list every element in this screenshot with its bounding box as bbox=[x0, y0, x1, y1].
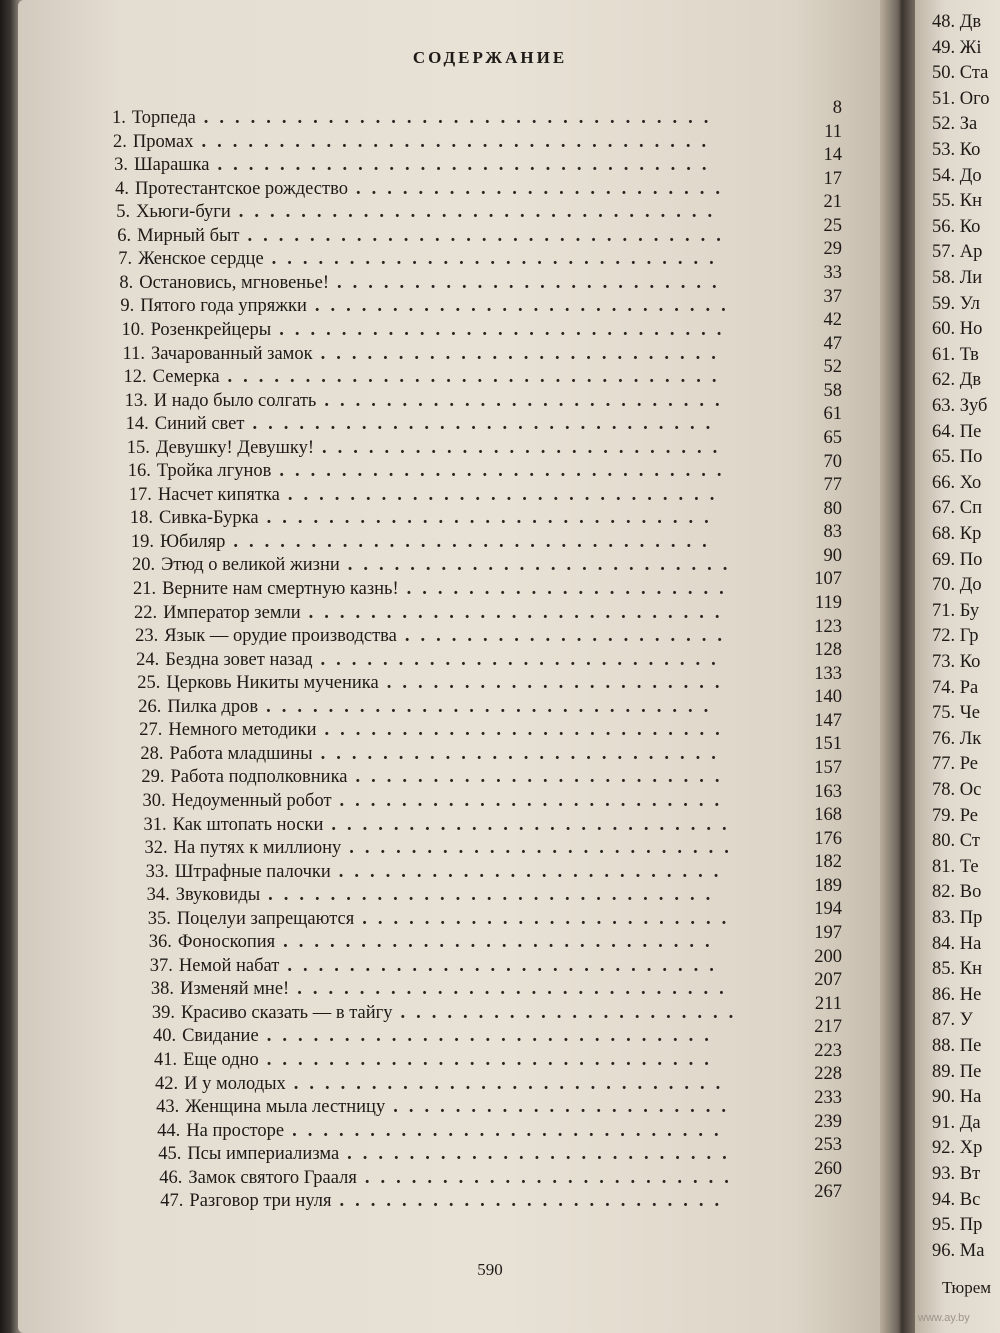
toc-entry-number: 5. bbox=[116, 202, 131, 223]
facing-page-entry: 71. Бу bbox=[932, 600, 980, 621]
toc-entry-title: На просторе bbox=[186, 1120, 285, 1141]
toc-leader-dots: ......................... bbox=[339, 790, 731, 811]
toc-leader-dots: ............................ bbox=[283, 932, 721, 953]
toc-entry-number: 42. bbox=[155, 1073, 179, 1094]
toc-entry-title: Разговор три нуля bbox=[189, 1191, 332, 1212]
toc-leader-dots: ......................... bbox=[339, 1191, 731, 1212]
facing-page-entry: 50. Ста bbox=[932, 63, 989, 84]
toc-entry-number: 1. bbox=[112, 108, 126, 128]
toc-entry bbox=[115, 179, 731, 200]
toc-entry-title: Сивка-Бурка bbox=[158, 508, 259, 529]
toc-entry-title: Насчет кипятка bbox=[157, 484, 280, 505]
toc-entry-title: Женское сердце bbox=[138, 249, 264, 270]
toc-entry bbox=[157, 1121, 729, 1142]
toc-entry-title: Шарашка bbox=[133, 155, 210, 176]
toc-entry-title: Синий свет bbox=[154, 414, 245, 435]
toc-entry bbox=[141, 767, 730, 788]
facing-page-entry: 60. Но bbox=[932, 319, 983, 340]
facing-page-entry: 94. Вс bbox=[932, 1189, 981, 1210]
facing-page-entry: 96. Ма bbox=[932, 1240, 985, 1261]
toc-entry bbox=[148, 909, 738, 930]
toc-entry-number: 33. bbox=[145, 861, 169, 882]
facing-page-entry: 65. По bbox=[932, 447, 983, 468]
toc-entry-number: 11. bbox=[122, 343, 145, 364]
toc-entry-number: 40. bbox=[152, 1026, 177, 1047]
facing-page-entry: 57. Ар bbox=[932, 242, 983, 263]
facing-page-entry: 48. Дв bbox=[932, 12, 982, 32]
facing-page-entry: 52. За bbox=[932, 114, 978, 135]
toc-entry-title: Штрафные палочки bbox=[174, 861, 331, 882]
toc-leader-dots: ............................. bbox=[266, 696, 720, 717]
toc-entry-number: 6. bbox=[117, 225, 132, 246]
toc-entry bbox=[152, 1003, 744, 1024]
toc-entry-title: Еще одно bbox=[183, 1050, 259, 1070]
toc-entry-title: Протестантское рождество bbox=[135, 178, 348, 199]
page-number: 590 bbox=[477, 1260, 503, 1279]
toc-entry-title: Замок святого Грааля bbox=[188, 1167, 357, 1188]
facing-page-entry: 81. Те bbox=[932, 856, 979, 877]
toc-page-number: 37 bbox=[823, 286, 842, 307]
toc-leader-dots: .......................... bbox=[322, 437, 729, 458]
toc-entry-title: Недоуменный робот bbox=[171, 790, 332, 811]
toc-entry-title: Этюд о великой жизни bbox=[161, 555, 340, 576]
facing-page-entry: 58. Ли bbox=[932, 268, 983, 288]
toc-entry-title: Церковь Никиты мученика bbox=[166, 673, 379, 694]
facing-page-entry: 92. Хр bbox=[932, 1138, 983, 1159]
facing-page-entry: 76. Лк bbox=[932, 728, 982, 749]
toc-page-number: 90 bbox=[823, 545, 842, 566]
toc-leader-dots: ................................ bbox=[227, 367, 728, 388]
toc-leader-dots: ................................. bbox=[203, 108, 720, 128]
toc-entry-number: 41. bbox=[154, 1050, 178, 1070]
toc-leader-dots: ............................... bbox=[247, 225, 732, 246]
toc-leader-dots: ............................ bbox=[292, 1120, 730, 1141]
toc-entry-number: 46. bbox=[159, 1167, 183, 1188]
toc-entry-title: Юбиляр bbox=[160, 531, 226, 552]
toc-leader-dots: ............................. bbox=[266, 508, 720, 529]
toc-leader-dots: ..................... bbox=[406, 579, 735, 599]
toc-entry bbox=[121, 320, 732, 341]
toc-page-number: 189 bbox=[814, 875, 842, 896]
toc-entry bbox=[114, 155, 717, 176]
toc-entry-number: 23. bbox=[135, 626, 159, 647]
toc-leader-dots: ......................... bbox=[338, 861, 730, 882]
toc-page-number: 80 bbox=[823, 498, 842, 519]
toc-entry bbox=[146, 862, 730, 883]
toc-leader-dots: ........................... bbox=[308, 602, 731, 623]
toc-entry-title: Работа младшины bbox=[169, 743, 313, 764]
facing-page-entry: 87. У bbox=[932, 1010, 973, 1031]
toc-page-number: 147 bbox=[814, 710, 842, 731]
toc-page-number: 14 bbox=[823, 145, 842, 166]
toc-entry-title: Женщина мыла лестницу bbox=[185, 1097, 386, 1118]
toc-entry-number: 32. bbox=[144, 838, 168, 859]
facing-page-entry: 49. Жі bbox=[932, 37, 982, 58]
toc-page-number: 163 bbox=[814, 781, 842, 802]
toc-entry bbox=[145, 838, 740, 859]
toc-entry-title: Промах bbox=[132, 131, 194, 152]
toc-entry bbox=[137, 673, 730, 694]
toc-page-number: 200 bbox=[814, 946, 842, 967]
toc-entry-title: Как штопать носки bbox=[172, 814, 324, 835]
toc-entry-title: Фоноскопия bbox=[177, 932, 276, 953]
toc-leader-dots: ................................. bbox=[201, 131, 718, 152]
toc-page-number: 70 bbox=[823, 451, 842, 472]
facing-page-entry: 64. Пе bbox=[932, 421, 982, 442]
toc-entry bbox=[132, 555, 738, 576]
toc-entry-number: 7. bbox=[118, 249, 133, 270]
toc-leader-dots: ..................... bbox=[404, 626, 733, 647]
toc-entry bbox=[130, 508, 720, 529]
toc-entry-title: Пилка дров bbox=[167, 696, 259, 717]
toc-page-number: 29 bbox=[823, 239, 842, 260]
toc-leader-dots: .......................... bbox=[324, 390, 731, 411]
facing-page-entry: 61. Тв bbox=[932, 344, 979, 365]
toc-entry-number: 18. bbox=[129, 508, 153, 529]
toc-entry bbox=[113, 132, 717, 153]
toc-page-number: 25 bbox=[823, 215, 842, 236]
toc-leader-dots: ......................... bbox=[337, 272, 728, 293]
toc-leader-dots: ...................... bbox=[393, 1097, 737, 1118]
toc-page-number: 151 bbox=[814, 734, 842, 755]
toc-entry-title: Поцелуи запрещаются bbox=[176, 908, 355, 929]
toc-entry bbox=[144, 815, 738, 836]
toc-entry-title: Бездна зовет назад bbox=[165, 649, 313, 670]
facing-page-entry: 89. Пе bbox=[932, 1061, 982, 1082]
toc-entry-number: 19. bbox=[130, 531, 155, 552]
toc-leader-dots: ............................. bbox=[266, 1050, 720, 1070]
facing-page-entry: 69. По bbox=[932, 549, 983, 570]
toc-entry-title: И у молодых bbox=[184, 1073, 286, 1094]
toc-entry-number: 28. bbox=[140, 743, 164, 764]
toc-page-number: 42 bbox=[823, 310, 842, 331]
toc-leader-dots: .......................... bbox=[324, 720, 731, 741]
toc-entry bbox=[126, 414, 722, 435]
toc-page-number: 8 bbox=[832, 98, 842, 118]
toc-entry bbox=[156, 1097, 737, 1118]
toc-leader-dots: ........................ bbox=[362, 908, 738, 929]
facing-page-entry: 83. Пр bbox=[932, 908, 983, 928]
toc-page-number: 140 bbox=[814, 687, 842, 708]
toc-entry-title: Язык — орудие производства bbox=[164, 626, 397, 647]
toc-entry bbox=[117, 226, 732, 247]
toc-entry-title: Мирный быт bbox=[137, 225, 240, 246]
toc-leader-dots: .......................... bbox=[320, 649, 727, 670]
toc-leader-dots: ............................... bbox=[233, 531, 718, 552]
toc-entry-number: 15. bbox=[126, 437, 150, 458]
facing-page-entry: 67. Сп bbox=[932, 498, 982, 519]
toc-entry-title: На путях к миллиону bbox=[173, 838, 342, 859]
toc-page-number: 211 bbox=[814, 993, 842, 1014]
facing-page-entry: 51. Ого bbox=[932, 88, 990, 109]
toc-entry bbox=[131, 532, 718, 553]
toc-page-number: 61 bbox=[823, 404, 842, 425]
toc-entry bbox=[159, 1168, 740, 1189]
toc-entry-title: Свидание bbox=[182, 1026, 259, 1047]
facing-page-entry: 73. Ко bbox=[932, 652, 981, 672]
facing-page-entry: 84. На bbox=[932, 933, 982, 954]
toc-entry bbox=[154, 1050, 720, 1071]
toc-entry-number: 39. bbox=[151, 1002, 176, 1023]
toc-entry bbox=[139, 720, 730, 741]
toc-entry-number: 17. bbox=[128, 484, 152, 505]
toc-entry-number: 14. bbox=[125, 414, 149, 435]
toc-leader-dots: ................................ bbox=[217, 155, 718, 176]
toc-entry bbox=[128, 461, 733, 482]
facing-page-entry: 93. Вт bbox=[932, 1164, 981, 1184]
facing-page-entry: 72. Гр bbox=[932, 626, 979, 647]
toc-entry-number: 31. bbox=[143, 814, 167, 835]
toc-entry-number: 44. bbox=[157, 1120, 181, 1141]
toc-entry bbox=[112, 108, 719, 129]
toc-entry-number: 35. bbox=[147, 908, 171, 929]
toc-page-number: 11 bbox=[824, 121, 842, 142]
toc-page-number: 239 bbox=[814, 1111, 842, 1132]
toc-entry bbox=[138, 697, 719, 718]
toc-entry-title: Пятого года упряжки bbox=[140, 296, 307, 317]
toc-entry bbox=[119, 273, 727, 294]
toc-entry-number: 36. bbox=[148, 932, 172, 953]
toc-leader-dots: .......................... bbox=[331, 814, 738, 835]
toc-page-number: 119 bbox=[814, 592, 842, 613]
toc-leader-dots: ............................ bbox=[297, 979, 735, 1000]
facing-page-entry: 62. Дв bbox=[932, 370, 982, 391]
toc-entry bbox=[142, 791, 730, 812]
facing-page-entry: 82. Во bbox=[932, 882, 982, 903]
facing-page-entry: 86. Не bbox=[932, 984, 982, 1005]
toc-entry-number: 34. bbox=[146, 885, 170, 906]
facing-page-entry: 90. На bbox=[932, 1087, 982, 1108]
toc-page-number: 207 bbox=[814, 970, 842, 991]
facing-page-entry: 68. Кр bbox=[932, 524, 982, 544]
toc-entry-title: Зачарованный замок bbox=[150, 343, 313, 364]
toc-leader-dots: ............................. bbox=[271, 249, 725, 270]
toc-entry bbox=[129, 485, 726, 506]
toc-leader-dots: .......................... bbox=[320, 343, 727, 364]
toc-entry bbox=[151, 979, 735, 1000]
toc-leader-dots: ........................ bbox=[364, 1167, 740, 1188]
toc-entry-title: Красиво сказать — в тайгу bbox=[181, 1002, 393, 1023]
toc-leader-dots: ......................... bbox=[349, 838, 740, 859]
toc-entry bbox=[133, 579, 735, 600]
toc-entry-number: 45. bbox=[158, 1144, 182, 1165]
toc-page-number: 217 bbox=[814, 1017, 842, 1038]
toc-leader-dots: ............................ bbox=[287, 955, 725, 976]
toc-entry-title: Остановись, мгновенье! bbox=[139, 272, 329, 293]
toc-entry-title: Звуковиды bbox=[175, 885, 261, 906]
toc-page-number: 260 bbox=[814, 1158, 842, 1179]
toc-leader-dots: ............................. bbox=[268, 885, 722, 906]
toc-entry bbox=[118, 249, 725, 270]
toc-entry bbox=[123, 344, 727, 365]
toc-entry-number: 26. bbox=[138, 696, 162, 717]
facing-page-entry: 74. Ра bbox=[932, 677, 979, 698]
toc-leader-dots: ...................... bbox=[400, 1002, 745, 1023]
toc-entry-number: 25. bbox=[137, 673, 161, 694]
toc-page-number: 21 bbox=[823, 192, 842, 213]
toc-entry-number: 27. bbox=[139, 720, 163, 741]
toc-leader-dots: ............................ bbox=[287, 484, 726, 505]
page-title: СОДЕРЖАНИЕ bbox=[412, 48, 568, 67]
toc-page-number: 133 bbox=[814, 663, 842, 684]
toc-entry bbox=[155, 1074, 731, 1095]
facing-page-entry: 54. До bbox=[932, 165, 982, 186]
toc-entry bbox=[124, 367, 728, 388]
facing-page-entry: 78. Ос bbox=[932, 780, 982, 800]
toc-entry-number: 20. bbox=[131, 555, 156, 576]
facing-page-entry: 95. Пр bbox=[932, 1215, 983, 1236]
toc-page-number: 157 bbox=[814, 757, 842, 778]
toc-page-number: 168 bbox=[814, 805, 842, 826]
toc-entry bbox=[158, 1144, 738, 1165]
toc-entry-number: 16. bbox=[127, 461, 151, 482]
toc-entry-title: Тройка лгунов bbox=[156, 461, 272, 482]
toc-page-number: 65 bbox=[823, 427, 842, 448]
toc-entry-number: 8. bbox=[119, 272, 134, 293]
facing-page-entry: 66. Хо bbox=[932, 472, 982, 493]
toc-entry-number: 24. bbox=[136, 649, 160, 670]
toc-leader-dots: ............................. bbox=[279, 461, 733, 482]
toc-page-number: 197 bbox=[814, 922, 842, 943]
toc-entry bbox=[134, 603, 731, 624]
toc-entry-title: Работа подполковника bbox=[170, 767, 348, 788]
toc-entry-title: Торпеда bbox=[131, 108, 196, 128]
toc-entry bbox=[127, 438, 729, 459]
toc-page-number: 267 bbox=[814, 1182, 842, 1203]
toc-page-number: 83 bbox=[823, 522, 842, 543]
toc-leader-dots: ......................... bbox=[347, 555, 739, 576]
toc-leader-dots: ........................ bbox=[355, 178, 731, 199]
toc-leader-dots: ......................... bbox=[347, 1144, 738, 1165]
toc-entry bbox=[120, 296, 736, 317]
toc-page-number: 107 bbox=[814, 569, 842, 590]
toc-leader-dots: .............................. bbox=[252, 414, 722, 435]
toc-entry-title: Император земли bbox=[163, 602, 301, 623]
toc-entry bbox=[160, 1191, 730, 1212]
toc-leader-dots: ............................... bbox=[238, 202, 724, 223]
toc-entry-title: Хьюги-буги bbox=[136, 202, 231, 223]
toc-entry-number: 47. bbox=[160, 1191, 184, 1212]
facing-page-entry: 85. Кн bbox=[932, 959, 982, 980]
toc-entry-number: 43. bbox=[156, 1097, 180, 1118]
toc-page-number: 194 bbox=[814, 899, 842, 920]
facing-page-entry: 59. Ул bbox=[932, 293, 980, 314]
facing-page-entry: 91. Да bbox=[932, 1112, 981, 1133]
toc-entry bbox=[116, 202, 723, 223]
toc-entry-number: 21. bbox=[133, 579, 157, 599]
toc-page-number: 33 bbox=[823, 262, 842, 283]
toc-entry-title: Немой набат bbox=[178, 955, 280, 976]
facing-page-footer: Тюрем bbox=[942, 1278, 992, 1297]
facing-page-entry: 80. Ст bbox=[932, 831, 980, 852]
toc-entry-number: 22. bbox=[134, 602, 158, 623]
toc-page-number: 223 bbox=[814, 1040, 842, 1061]
facing-page-entry: 70. До bbox=[932, 575, 982, 596]
toc-entry-number: 38. bbox=[150, 979, 174, 1000]
toc-entry-number: 10. bbox=[121, 319, 145, 340]
toc-entry-title: Псы империализма bbox=[187, 1144, 340, 1165]
toc-entry bbox=[150, 956, 725, 977]
toc-leader-dots: ............................ bbox=[293, 1073, 732, 1094]
book-gutter bbox=[880, 0, 920, 1333]
watermark: www.ay.by bbox=[918, 1312, 970, 1324]
toc-page-number: 228 bbox=[814, 1064, 842, 1085]
toc-entry-title: И надо было солгать bbox=[153, 390, 317, 411]
toc-entry-title: Верните нам смертную казнь! bbox=[162, 579, 399, 599]
toc-entry-title: Изменяй мне! bbox=[179, 979, 290, 1000]
toc-entry bbox=[140, 744, 726, 765]
toc-leader-dots: .......................... bbox=[320, 743, 727, 764]
toc-page-number: 176 bbox=[814, 828, 842, 849]
toc-leader-dots: ...................... bbox=[386, 673, 731, 694]
toc-entry-title: Семерка bbox=[152, 367, 220, 388]
facing-page-entry: 63. Зуб bbox=[932, 396, 988, 416]
toc-page-number: 77 bbox=[823, 475, 842, 496]
toc-entry-number: 30. bbox=[142, 790, 166, 811]
toc-page-number: 253 bbox=[814, 1135, 842, 1156]
toc-leader-dots: ........................ bbox=[355, 767, 731, 788]
toc-page-number: 123 bbox=[814, 616, 842, 637]
toc-entry-number: 2. bbox=[113, 131, 127, 152]
facing-page-entry: 55. Кн bbox=[932, 191, 982, 212]
toc-page-number: 233 bbox=[814, 1087, 842, 1108]
toc-entry bbox=[147, 885, 722, 906]
toc-entry-title: Немного методики bbox=[168, 720, 317, 741]
toc-leader-dots: ............................. bbox=[279, 319, 733, 340]
toc-leader-dots: ............................. bbox=[266, 1026, 720, 1047]
toc-entry-title: Девушку! Девушку! bbox=[155, 437, 315, 458]
toc-page-number: 17 bbox=[823, 168, 842, 189]
toc-entry-number: 4. bbox=[115, 178, 130, 199]
toc-entry-number: 9. bbox=[120, 296, 135, 317]
toc-entry-number: 37. bbox=[149, 955, 173, 976]
toc-page-number: 52 bbox=[823, 357, 842, 378]
toc-page-number: 182 bbox=[814, 852, 842, 873]
toc-page-number: 47 bbox=[823, 333, 842, 354]
facing-page-entry: 53. Ко bbox=[932, 140, 981, 160]
toc-leader-dots: ........................... bbox=[314, 296, 737, 317]
toc-entry-number: 12. bbox=[123, 367, 147, 388]
toc-page-number: 58 bbox=[823, 380, 842, 401]
facing-page-entry: 79. Ре bbox=[932, 805, 979, 826]
toc-entry bbox=[153, 1026, 720, 1047]
toc-entry-number: 13. bbox=[124, 390, 148, 411]
facing-page-entry: 77. Ре bbox=[932, 754, 979, 775]
facing-page-entry: 75. Че bbox=[932, 703, 980, 724]
toc-entry-number: 3. bbox=[114, 155, 128, 176]
toc-entry-title: Розенкрейцеры bbox=[150, 319, 272, 340]
toc-entry bbox=[136, 650, 727, 671]
toc-entry bbox=[149, 932, 721, 953]
facing-page-entry: 88. Пе bbox=[932, 1036, 982, 1056]
toc-entry-number: 29. bbox=[141, 767, 165, 788]
toc-entry bbox=[135, 626, 733, 647]
facing-page-entry: 56. Ко bbox=[932, 216, 981, 237]
toc-entry bbox=[125, 391, 731, 412]
toc-page-number: 128 bbox=[814, 640, 842, 661]
